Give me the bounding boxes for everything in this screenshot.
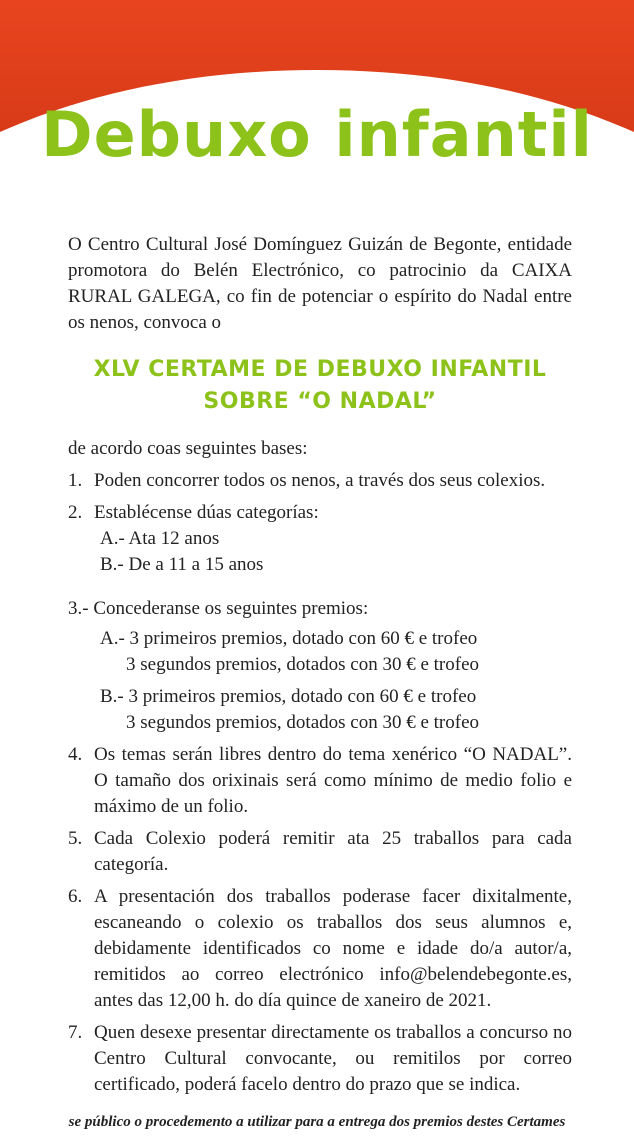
footer-note: se público o procedemento a utilizar para a entrega dos premios destes Certames <box>68 1114 566 1130</box>
base-number: 7. <box>68 1022 83 1043</box>
base-item-6 <box>68 884 572 1014</box>
prize-line: B.- 3 primeiros premios, dotado con 60 € e trofeo <box>100 686 477 707</box>
contest-heading <box>68 354 572 418</box>
base-item-4 <box>68 742 572 820</box>
base-item-2 <box>68 500 572 578</box>
base-number: 2. <box>68 502 83 523</box>
base-text: Establécense dúas categorías: <box>94 502 319 523</box>
document-body <box>68 232 572 1104</box>
category-b: B.- De a 11 a 15 anos <box>100 554 264 575</box>
contest-heading-line2: SOBRE “O NADAL” <box>203 389 437 414</box>
bases-lead: de acordo coas seguintes bases: <box>68 438 308 459</box>
base-text-block <box>94 500 572 578</box>
page-title: Debuxo infantil <box>41 98 593 171</box>
base-text: Quen desexe presentar directamente os traballos a concurso no Centro Cultural convocante, ou remitilos por correo certificado, poderá facelo dentro do prazo que se indica. <box>94 1022 572 1095</box>
base-text: Cada Colexio poderá remitir ata 25 traballos para cada categoría. <box>94 828 572 875</box>
base-number: 5. <box>68 828 83 849</box>
base-text: Poden concorrer todos os nenos, a través dos seus colexios. <box>94 470 546 491</box>
prizes-category-b <box>100 684 572 736</box>
base-item-5 <box>68 826 572 878</box>
base-text: A presentación dos traballos poderase facer dixitalmente, escaneando o colexio os traballos dos seus alumnos e, debidamente identificados co nome e idade do/a autor/a, remitidos ao correo electrónico info@belendebegonte.es, antes das 12,00 h. do día quince de xaneiro de 2021. <box>94 886 572 1011</box>
base-item-1 <box>68 468 572 494</box>
base-number: 4. <box>68 744 83 765</box>
prize-line: A.- 3 primeiros premios, dotado con 60 € e trofeo <box>100 628 478 649</box>
base-item-7 <box>68 1020 572 1098</box>
prize-line: 3 segundos premios, dotados con 30 € e trofeo <box>126 712 480 733</box>
contest-heading-line1: XLV CERTAME DE DEBUXO INFANTIL <box>93 357 547 382</box>
prize-line: 3 segundos premios, dotados con 30 € e trofeo <box>126 654 480 675</box>
category-a: A.- Ata 12 anos <box>100 528 220 549</box>
base-number: 1. <box>68 470 83 491</box>
base-text: Os temas serán libres dentro do tema xenérico “O NADAL”. O tamaño dos orixinais será como mínimo de medio folio e máximo de un folio. <box>94 744 572 817</box>
prizes-category-a <box>100 626 572 678</box>
base-number: 6. <box>68 886 83 907</box>
intro-paragraph: O Centro Cultural José Domínguez Guizán de Begonte, entidade promotora do Belén Electrónico, co patrocinio da CAIXA RURAL GALEGA, co fin de potenciar o espírito do Nadal entre os nenos, convoca o <box>68 234 572 333</box>
base-item-3: 3.- Concederanse os seguintes premios: <box>68 598 369 619</box>
